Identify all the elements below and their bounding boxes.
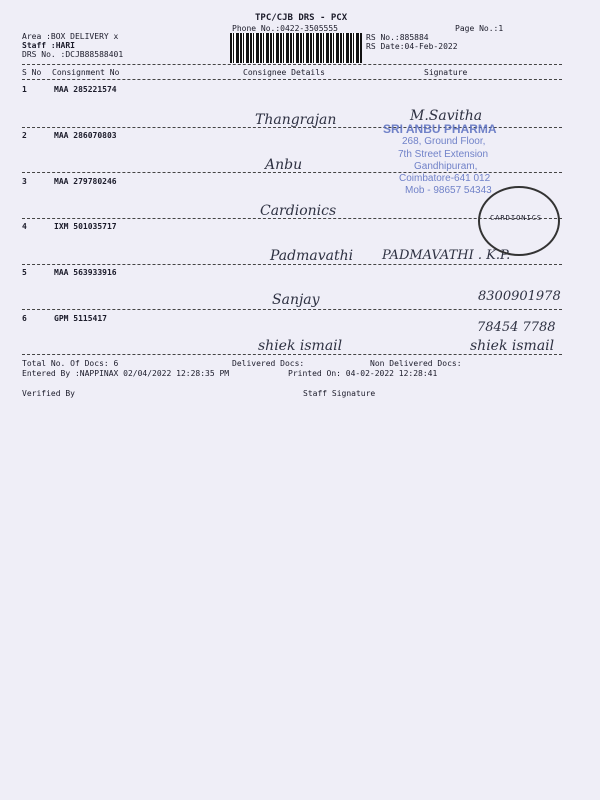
row-consignment: MAA 286070803 bbox=[54, 131, 117, 140]
row-sno: 5 bbox=[22, 268, 27, 277]
divider bbox=[22, 309, 562, 310]
row-consignee: Cardionics bbox=[260, 203, 337, 219]
row-signature: PADMAVATHI . K.P. bbox=[382, 248, 511, 263]
entered-by: Entered By :NAPPINAX 02/04/2022 12:28:35 PM bbox=[22, 369, 230, 378]
row-sno: 1 bbox=[22, 85, 27, 94]
row-consignment: MAA 285221574 bbox=[54, 85, 117, 94]
phone-number: Phone No.:0422-3505555 bbox=[232, 24, 338, 33]
stamp-line: Coimbatore-641 012 bbox=[399, 173, 491, 184]
delivered-docs: Delivered Docs: bbox=[232, 359, 305, 368]
divider bbox=[22, 79, 562, 80]
circular-stamp-text: CARDIONICS bbox=[490, 214, 543, 222]
row-consignee: Anbu bbox=[265, 157, 303, 173]
row-signature: 8300901978 bbox=[478, 289, 561, 304]
divider bbox=[22, 64, 562, 65]
divider bbox=[22, 264, 562, 265]
total-docs: Total No. Of Docs: 6 bbox=[22, 359, 119, 368]
staff-label: Staff :HARI bbox=[22, 41, 75, 50]
row-signature: M.Savitha bbox=[410, 108, 483, 124]
row-consignee: Sanjay bbox=[272, 292, 320, 308]
row-consignee: Padmavathi bbox=[270, 248, 354, 264]
row-signature: shiek ismail bbox=[470, 338, 555, 354]
stamp-line: 7th Street Extension bbox=[398, 149, 489, 160]
area-label: Area :BOX DELIVERY x bbox=[22, 32, 119, 41]
barcode bbox=[230, 33, 362, 63]
col-sno: S No bbox=[22, 68, 42, 77]
verified-by: Verified By bbox=[22, 389, 75, 398]
row-sno: 4 bbox=[22, 222, 27, 231]
circular-stamp bbox=[478, 186, 560, 256]
row-consignment: IXM 501035717 bbox=[54, 222, 117, 231]
row-sno: 2 bbox=[22, 131, 27, 140]
row-consignee: shiek ismail bbox=[258, 338, 343, 354]
row-consignment: MAA 279780246 bbox=[54, 177, 117, 186]
row-consignment: GPM 5115417 bbox=[54, 314, 107, 323]
divider bbox=[22, 354, 562, 355]
rs-date: RS Date:04-Feb-2022 bbox=[366, 42, 458, 51]
row-sno: 6 bbox=[22, 314, 27, 323]
col-consignee: Consignee Details bbox=[243, 68, 325, 77]
stamp-line: Mob - 98657 54343 bbox=[405, 185, 492, 196]
page-number: Page No.:1 bbox=[455, 24, 504, 33]
printed-on: Printed On: 04-02-2022 12:28:41 bbox=[288, 369, 438, 378]
extra-signature: 78454 7788 bbox=[477, 320, 556, 335]
stamp-line: SRI ANBU PHARMA bbox=[383, 122, 497, 136]
rs-number: RS No.:885884 bbox=[366, 33, 429, 42]
row-consignee: Thangrajan bbox=[255, 112, 337, 128]
col-consignment: Consignment No bbox=[52, 68, 120, 77]
non-delivered-docs: Non Delivered Docs: bbox=[370, 359, 462, 368]
stamp-line: Gandhipuram, bbox=[414, 161, 478, 172]
col-signature: Signature bbox=[424, 68, 468, 77]
staff-signature: Staff Signature bbox=[303, 389, 376, 398]
row-sno: 3 bbox=[22, 177, 27, 186]
stamp-line: 268, Ground Floor, bbox=[402, 136, 486, 147]
report-title: TPC/CJB DRS - PCX bbox=[255, 13, 348, 23]
drs-number: DRS No. :DCJB88588401 bbox=[22, 50, 124, 59]
row-consignment: MAA 563933916 bbox=[54, 268, 117, 277]
